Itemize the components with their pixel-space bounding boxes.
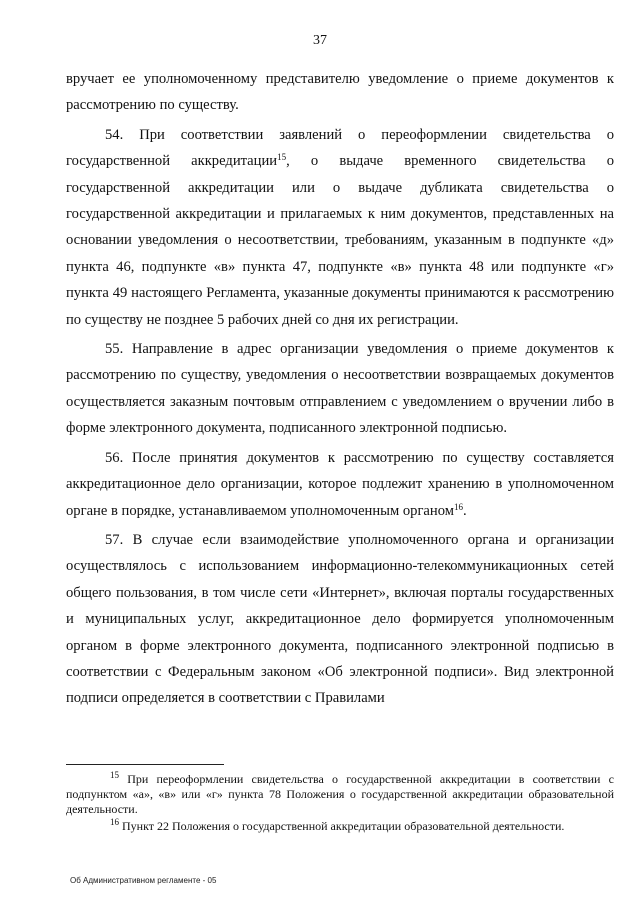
page-number: 37 (313, 33, 327, 48)
document-body (66, 66, 614, 712)
paragraph-57: 57. В случае если взаимодействие уполномоченного органа и организации осуществлялось с использованием информационно-телекоммуникационных сетей общего пользования, в том числе сети «Интернет», включая порталы государственных и муниципальных услуг, аккредитационное дело формируется уполномоченным органом в форме электронного документа, подписанного электронной подписью в соответствии с Федеральным законом «Об электронной подписи». Вид электронной подписи определяется в соответствии с Правилами (66, 531, 614, 707)
paragraph-56: 56. После принятия документов к рассмотрению по существу составляется аккредитационное дело организации, которое подлежит хранению в уполномоченном органе в порядке, устанавливаемом уполномоченным органом$^{16}$. (66, 449, 614, 519)
paragraph-55: 55. Направление в адрес организации уведомления о приеме документов к рассмотрению по существу, уведомления о несоответствии возвращаемых документов осуществляется заказным почтовым отправлением с уведомлением о вручении либо в форме электронного документа, подписанного электронной подписью. (66, 341, 614, 437)
paragraph-54: 54. При соответствии заявлений о переоформлении свидетельства о государственной аккредитации$^{15}$, о выдаче временного свидетельства о государственной аккредитации или о выдаче дубликата свидетельства о государственной аккредитации и прилагаемых к ним документов, представленных на основании уведомления о несоответствии, требованиям, указанным в подпункте «д» пункта 46, подпункте «в» пункта 47, подпункте «в» пункта 48 или подпункте «г» пункта 49 настоящего Регламента, указанные документы принимаются к рассмотрению по существу не позднее 5 рабочих дней со дня их регистрации. (66, 126, 614, 328)
footnote-mark: 15 (110, 770, 119, 780)
page-footer: Об Административном регламенте - 05 (70, 876, 217, 885)
footnote-ref-15[interactable]: 15 (277, 152, 287, 163)
footnotes (66, 772, 614, 834)
footnote-16: $^{16}$ Пункт 22 Положения о государственной аккредитации образовательной деятельности. (110, 817, 565, 833)
footnote-ref-16[interactable]: 16 (453, 501, 463, 512)
paragraph-continuation: вручает ее уполномоченному представителю уведомление о приеме документов к рассмотрению по существу. (66, 71, 614, 114)
footnote-separator (66, 764, 224, 765)
footnote-15: $^{15}$ При переоформлении свидетельства о государственной аккредитации в соответствии с подпунктом «а», «в» или «г» пункта 78 Положения о государственной аккредитации образовательной деятельности. (66, 770, 614, 816)
footnote-mark: 16 (110, 817, 119, 827)
